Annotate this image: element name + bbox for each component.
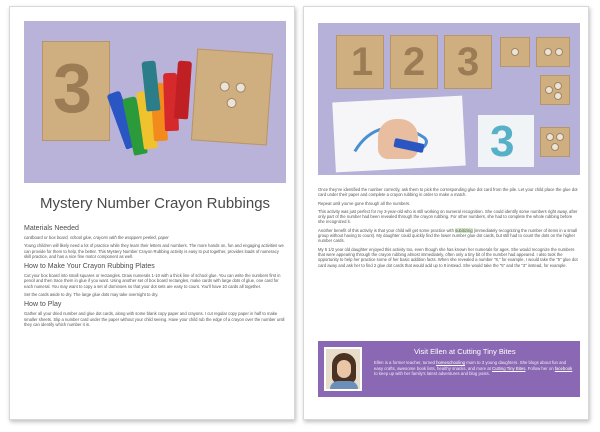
number-card-3 [444,35,492,89]
number-card-3 [42,41,110,141]
number-card-glyph: 1 [351,40,374,84]
promo-text-part: mom to 3 young daughters. She blogs about fun and easy crafts, awesome book lists, healthy snacks, and more at [374,360,567,371]
promo-text-part: Ellen is a former teacher, turned [374,360,437,365]
dot-card-3 [540,75,570,105]
facebook-link[interactable]: facebook [554,365,573,371]
glue-dot [551,143,559,151]
paragraph-text: Another benefit of this activity is that your child will get some practice with [318,227,456,233]
dot-card-small [540,127,570,157]
blog-link[interactable]: Cutting Tiny Bites [491,365,526,371]
author-avatar [324,347,362,391]
paragraph: My 5 1/2 year old daughter enjoyed this activity too, even though she has known her numerals for ages. She would recognize the numbers that were appearing through the crayon rubbing almost immediately, often only a tiny bit of the number had appeared. I also took the opportunity to help her practice some of her basic addition facts. When she revealed a number "8," for example, I would take the "5" glue dot card away and ask her to find 2 glue dot cards that would add up to 8 instead. She would take the "5" and the "3" instead, for example. [318,246,578,268]
number-card-2 [390,35,438,89]
materials-body: Young children will likely need a lot of practice while they learn their letters and numbers. The more hands on, fun and engaging activities we can provide for them to help, the better. This Mystery Number Crayon Rubbing activity is easy to put together, provides loads of numeracy skill practice, and has a nice fine motor component as well. [24,243,284,259]
paragraph-text: (immediately recognizing the number of items in a small group without having to count). My daughter could quickly find the lower number glue dot cards, but still had to count the dots on the higher number cards. [318,227,578,244]
paragraph: This activity was just perfect for my 3-year-old who is still working on numeral recognition. She could identify some numbers right away, after only part of the number had been revealed through the crayon rubbing. For other numbers, she had to complete the whole rubbing before she recognized it. [318,208,578,225]
make-body: Cut your box board into small squares or rectangles. Draw numerals 1-10 with a thick line of school glue. You can write the numbers first in pencil and then trace them in glue if you want. Using another set of box board rectangles, make cards with large dots of glue, one card for each numeral. You may want to copy a set of dominoes so that your dot sets are easy to count. You'll have 10 cards all together. [24,273,281,289]
rubbing-result [478,115,534,167]
promo-text-part: . Follow her on [525,365,555,371]
play-body: Gather all your dried number and glue dot cards, along with some blank copy paper and crayons. I cut regular copy paper in half to make smaller sheets. Slip a number card under the paper without your child seeing. Have your child rub the edge of a crayon over the number until they can identify which number it is. [24,311,285,327]
paragraph: Once they've identified the number correctly, ask them to pick the corresponding glue dot card from the pile. Let your child place the glue dot card under their paper and complete a crayon rubbing in order to make a match. [318,187,578,198]
promo-text [374,360,574,377]
play-heading: How to Play [24,301,62,309]
promo-title[interactable]: Visit Ellen at Cutting Tiny Bites [414,347,516,356]
number-card-1 [336,35,384,89]
glue-dot [219,81,230,92]
crayon-rubbing-activity-photo [318,23,580,175]
glue-dot [235,82,246,93]
highlighted-term: subitizing [455,227,473,233]
left-page [9,6,295,420]
number-card-glyph: 3 [457,40,480,84]
make-heading: How to Make Your Crayon Rubbing Plates [24,263,155,271]
number-card-glyph: 2 [403,40,426,84]
page-title: Mystery Number Crayon Rubbings [39,195,271,212]
right-page [303,6,589,420]
left-column-text [24,221,286,330]
dot-card-1 [500,37,530,67]
make-note: Set the cards aside to dry. The large glue dots may take overnight to dry. [24,292,159,298]
dot-card [191,48,273,145]
glue-dot [545,86,553,94]
materials-list: cardboard or box board, school glue, crayons with the wrappers peeled, paper [24,235,169,240]
glue-dot [554,92,562,100]
glue-dot [554,82,562,90]
glue-dot [544,48,552,56]
dot-card-2 [536,37,570,67]
rubbing-digit: 3 [490,117,515,166]
glue-dot [226,98,237,109]
crayon-dark-red [174,61,192,120]
crayon-rubbing-materials-photo [24,21,286,183]
promo-text-part: to keep up with her family's latest adventures and blog posts. [374,371,490,377]
glue-dot [546,133,554,141]
glue-dot [556,133,564,141]
number-card-glyph: 3 [53,49,92,127]
paragraph: Repeat until you've gone through all the numbers. [318,200,411,206]
paragraph [318,228,580,244]
author-promo-box [318,341,580,397]
promo-text-underlined: homeschooling [436,360,466,365]
materials-heading: Materials Needed [24,225,79,232]
glue-dot [511,48,519,56]
right-column-text [318,187,580,271]
glue-dot [555,48,563,56]
